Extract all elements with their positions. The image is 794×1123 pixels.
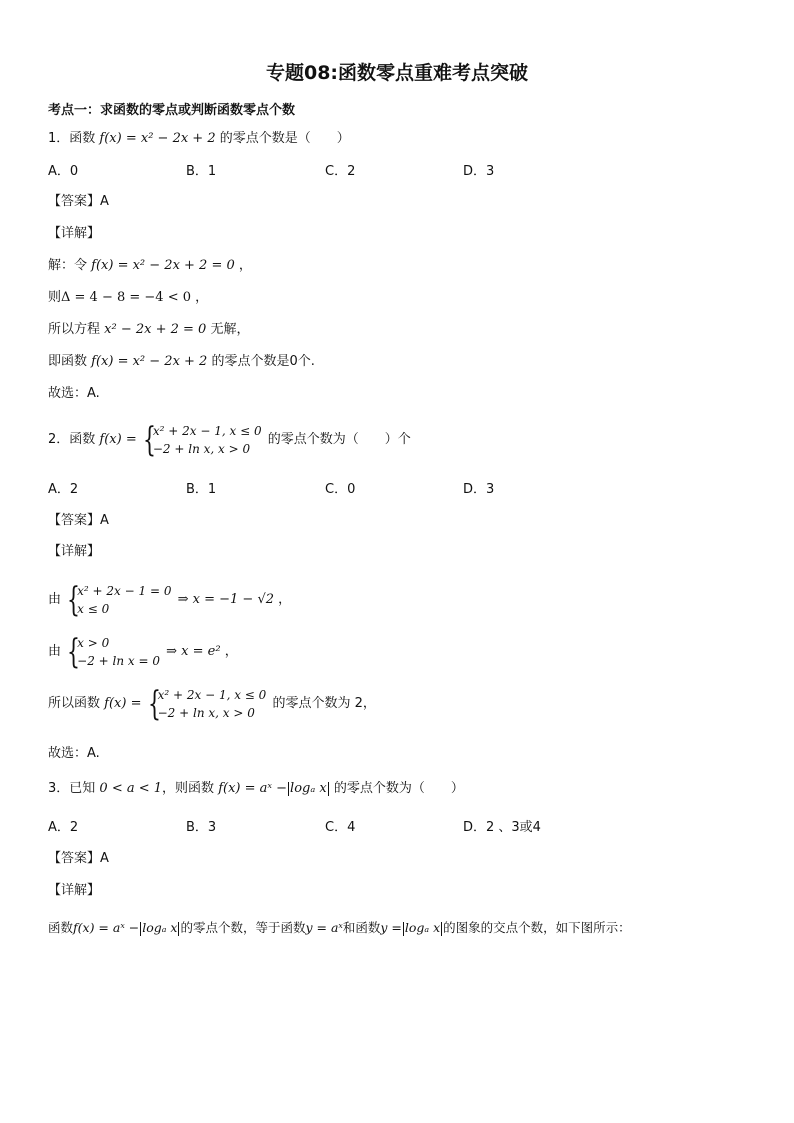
q2-prefix: 2．函数 [48,432,96,447]
q2-stem [48,420,411,461]
q2-function-name: f(x) = [99,432,137,447]
q1-stem [48,130,350,148]
left-brace-icon: { [67,580,81,620]
q1-detail-label: 【详解】 [48,226,101,241]
q1-solution-line-4: 即函数 f(x) = x² − 2x + 2 的零点个数是0个. [48,354,315,369]
q3-detail-label: 【详解】 [48,883,101,898]
q1-choose: 故选：A. [48,386,100,401]
q3-stem: 3．已知 0 < a < 1，则函数 f(x) = aˣ − logₐ x 的零点个数为（ ） [48,781,464,796]
q2-case-1: x² + 2x − 1, x ≤ 0 [152,424,262,438]
q3-option-b: B．3 [186,820,217,835]
abs-bar-icon [288,782,289,796]
q2-option-b: B．1 [186,482,217,497]
q2-case-2: −2 + ln x, x > 0 [152,442,251,456]
q3-solution-line-1: 函数f(x) = aˣ − logₐ x 的零点个数，等于函数y = aˣ和函数y = logₐ x 的图象的交点个数，如下图所示： [48,920,631,935]
left-brace-icon: { [142,420,156,460]
q2-solution-line-1: 由 { x² + 2x − 1 = 0 x ≤ 0 ⇒ x = −1 − √2 ， [48,580,292,620]
page-title: 专题08:函数零点重难考点突破 [265,62,529,84]
q1-answer: 【答案】A [48,194,109,209]
q2-solution-line-2: 由 { x > 0 −2 + ln x = 0 ⇒ x = e² ， [48,632,238,672]
q3-answer: 【答案】A [48,851,109,866]
q2-option-a: A．2 [48,482,79,497]
q1-solution-line-2: 则Δ = 4 − 8 = −4 < 0 ， [48,290,209,305]
left-brace-icon: { [147,684,161,724]
q3-option-a: A．2 [48,820,79,835]
q1-option-b: B．1 [186,164,217,179]
abs-bar-icon [328,782,329,796]
q2-choose: 故选：A. [48,746,100,761]
q2-option-c: C．0 [325,482,356,497]
q1-option-a: A．0 [48,164,79,179]
abs-bar-icon [403,922,404,936]
q2-option-d: D．3 [463,482,495,497]
q1-expr: f(x) = x² − 2x + 2 [99,131,216,146]
q2-piecewise [143,422,262,458]
q1-option-c: C．2 [325,164,356,179]
q2-s3-piecewise: { x² + 2x − 1, x ≤ 0 −2 + ln x, x > 0 [147,684,267,724]
q1-solution-line-1: 解：令 f(x) = x² − 2x + 2 = 0 ， [48,258,252,273]
q1-option-d: D．3 [463,164,495,179]
q1-solution-line-3: 所以方程 x² − 2x + 2 = 0 无解， [48,322,250,337]
q3-option-c: C．4 [325,820,356,835]
section-heading-1: 考点一：求函数的零点或判断函数零点个数 [48,103,296,118]
q2-detail-label: 【详解】 [48,544,101,559]
q2-s1-system: { x² + 2x − 1 = 0 x ≤ 0 [67,580,172,620]
q2-answer: 【答案】A [48,513,109,528]
q2-suffix: 的零点个数为（ ）个 [267,432,411,447]
q2-solution-line-3: 所以函数 f(x) = { x² + 2x − 1, x ≤ 0 −2 + ln x, x > 0 的零点个数为 2， [48,684,376,724]
left-brace-icon: { [67,632,81,672]
q1-prefix: 1．函数 [48,131,96,146]
q3-option-d: D．2 、3或4 [463,820,541,835]
q2-s2-system: { x > 0 −2 + ln x = 0 [67,632,160,672]
abs-bar-icon [441,922,442,936]
q1-suffix: 的零点个数是（ ） [219,131,350,146]
